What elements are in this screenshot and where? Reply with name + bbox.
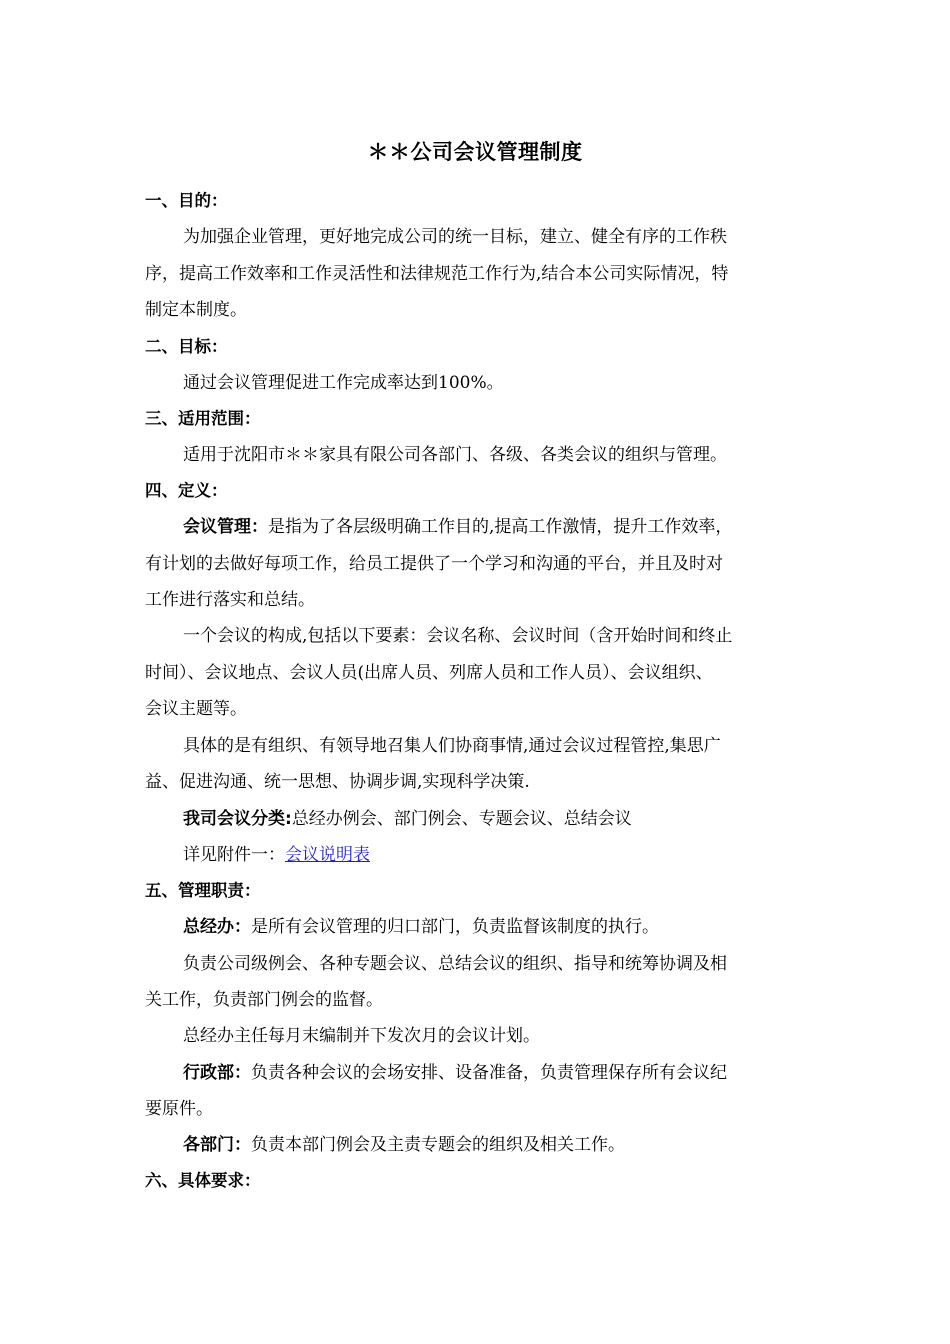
admin-line-2: 要原件。 [145, 1099, 213, 1119]
specific-line-2: 益、促进沟通、统一思想、协调步调,实现科学决策. [145, 772, 530, 792]
departments-term: 各部门： [183, 1135, 251, 1155]
section-heading-purpose: 一、目的： [145, 191, 228, 210]
definition-text: 是指为了各层级明确工作目的,提高工作激情，提升工作效率， [268, 517, 733, 537]
definition-line-1 [183, 513, 732, 541]
departments-line [183, 1131, 625, 1159]
classification-text: 总经办例会、部门例会、专题会议、总结会议 [291, 809, 632, 829]
specific-line-1: 具体的是有组织、有领导地召集人们协商事情,通过会议过程管控,集思广 [183, 736, 721, 756]
departments-text: 负责本部门例会及主责专题会的组织及相关工作。 [251, 1135, 625, 1155]
composition-line-3: 会议主题等。 [145, 699, 247, 719]
attachment-prefix: 详见附件一： [183, 845, 285, 865]
section-heading-definition: 四、定义： [145, 481, 228, 500]
attachment-line [183, 841, 370, 869]
attachment-link[interactable]: 会议说明表 [285, 845, 370, 865]
classification-line [183, 805, 632, 833]
definition-term: 会议管理： [183, 517, 268, 537]
purpose-text-line-3: 制定本制度。 [145, 300, 247, 320]
section-heading-goal: 二、目标： [145, 337, 228, 356]
section-heading-responsibilities: 五、管理职责： [145, 881, 261, 900]
definition-line-2: 有计划的去做好每项工作，给员工提供了一个学习和沟通的平台，并且及时对 [145, 554, 723, 574]
gm-office-duty-line-1: 负责公司级例会、各种专题会议、总结会议的组织、指导和统筹协调及相 [183, 954, 727, 974]
gm-office-duty-line-2: 关工作，负责部门例会的监督。 [145, 990, 383, 1010]
gm-office-text: 是所有会议管理的归口部门，负责监督该制度的执行。 [251, 917, 659, 937]
scope-text-line-1: 适用于沈阳市＊＊家具有限公司各部门、各级、各类会议的组织与管理。 [183, 445, 727, 465]
classification-term: 我司会议分类: [183, 809, 292, 829]
admin-line-1 [183, 1059, 727, 1087]
purpose-text-line-2: 序，提高工作效率和工作灵活性和法律规范工作行为,结合本公司实际情况，特 [145, 264, 729, 284]
admin-text: 负责各种会议的会场安排、设备准备，负责管理保存所有会议纪 [251, 1063, 727, 1083]
gm-office-plan-line: 总经办主任每月末编制并下发次月的会议计划。 [183, 1026, 540, 1046]
definition-line-3: 工作进行落实和总结。 [145, 590, 315, 610]
composition-line-2: 时间）、会议地点、会议人员(出席人员、列席人员和工作人员）、会议组织、 [145, 663, 713, 683]
document-title: ＊＊公司会议管理制度 [367, 140, 583, 164]
gm-office-line-1 [183, 913, 659, 941]
gm-office-term: 总经办： [183, 917, 251, 937]
section-heading-requirements: 六、具体要求： [145, 1171, 261, 1190]
goal-text-line-1: 通过会议管理促进工作完成率达到100%。 [183, 373, 504, 393]
admin-term: 行政部： [183, 1063, 251, 1083]
section-heading-scope: 三、适用范围： [145, 409, 261, 428]
purpose-text-line-1: 为加强企业管理，更好地完成公司的统一目标，建立、健全有序的工作秩 [183, 227, 727, 247]
composition-line-1: 一个会议的构成,包括以下要素：会议名称、会议时间（含开始时间和终止 [183, 626, 733, 646]
